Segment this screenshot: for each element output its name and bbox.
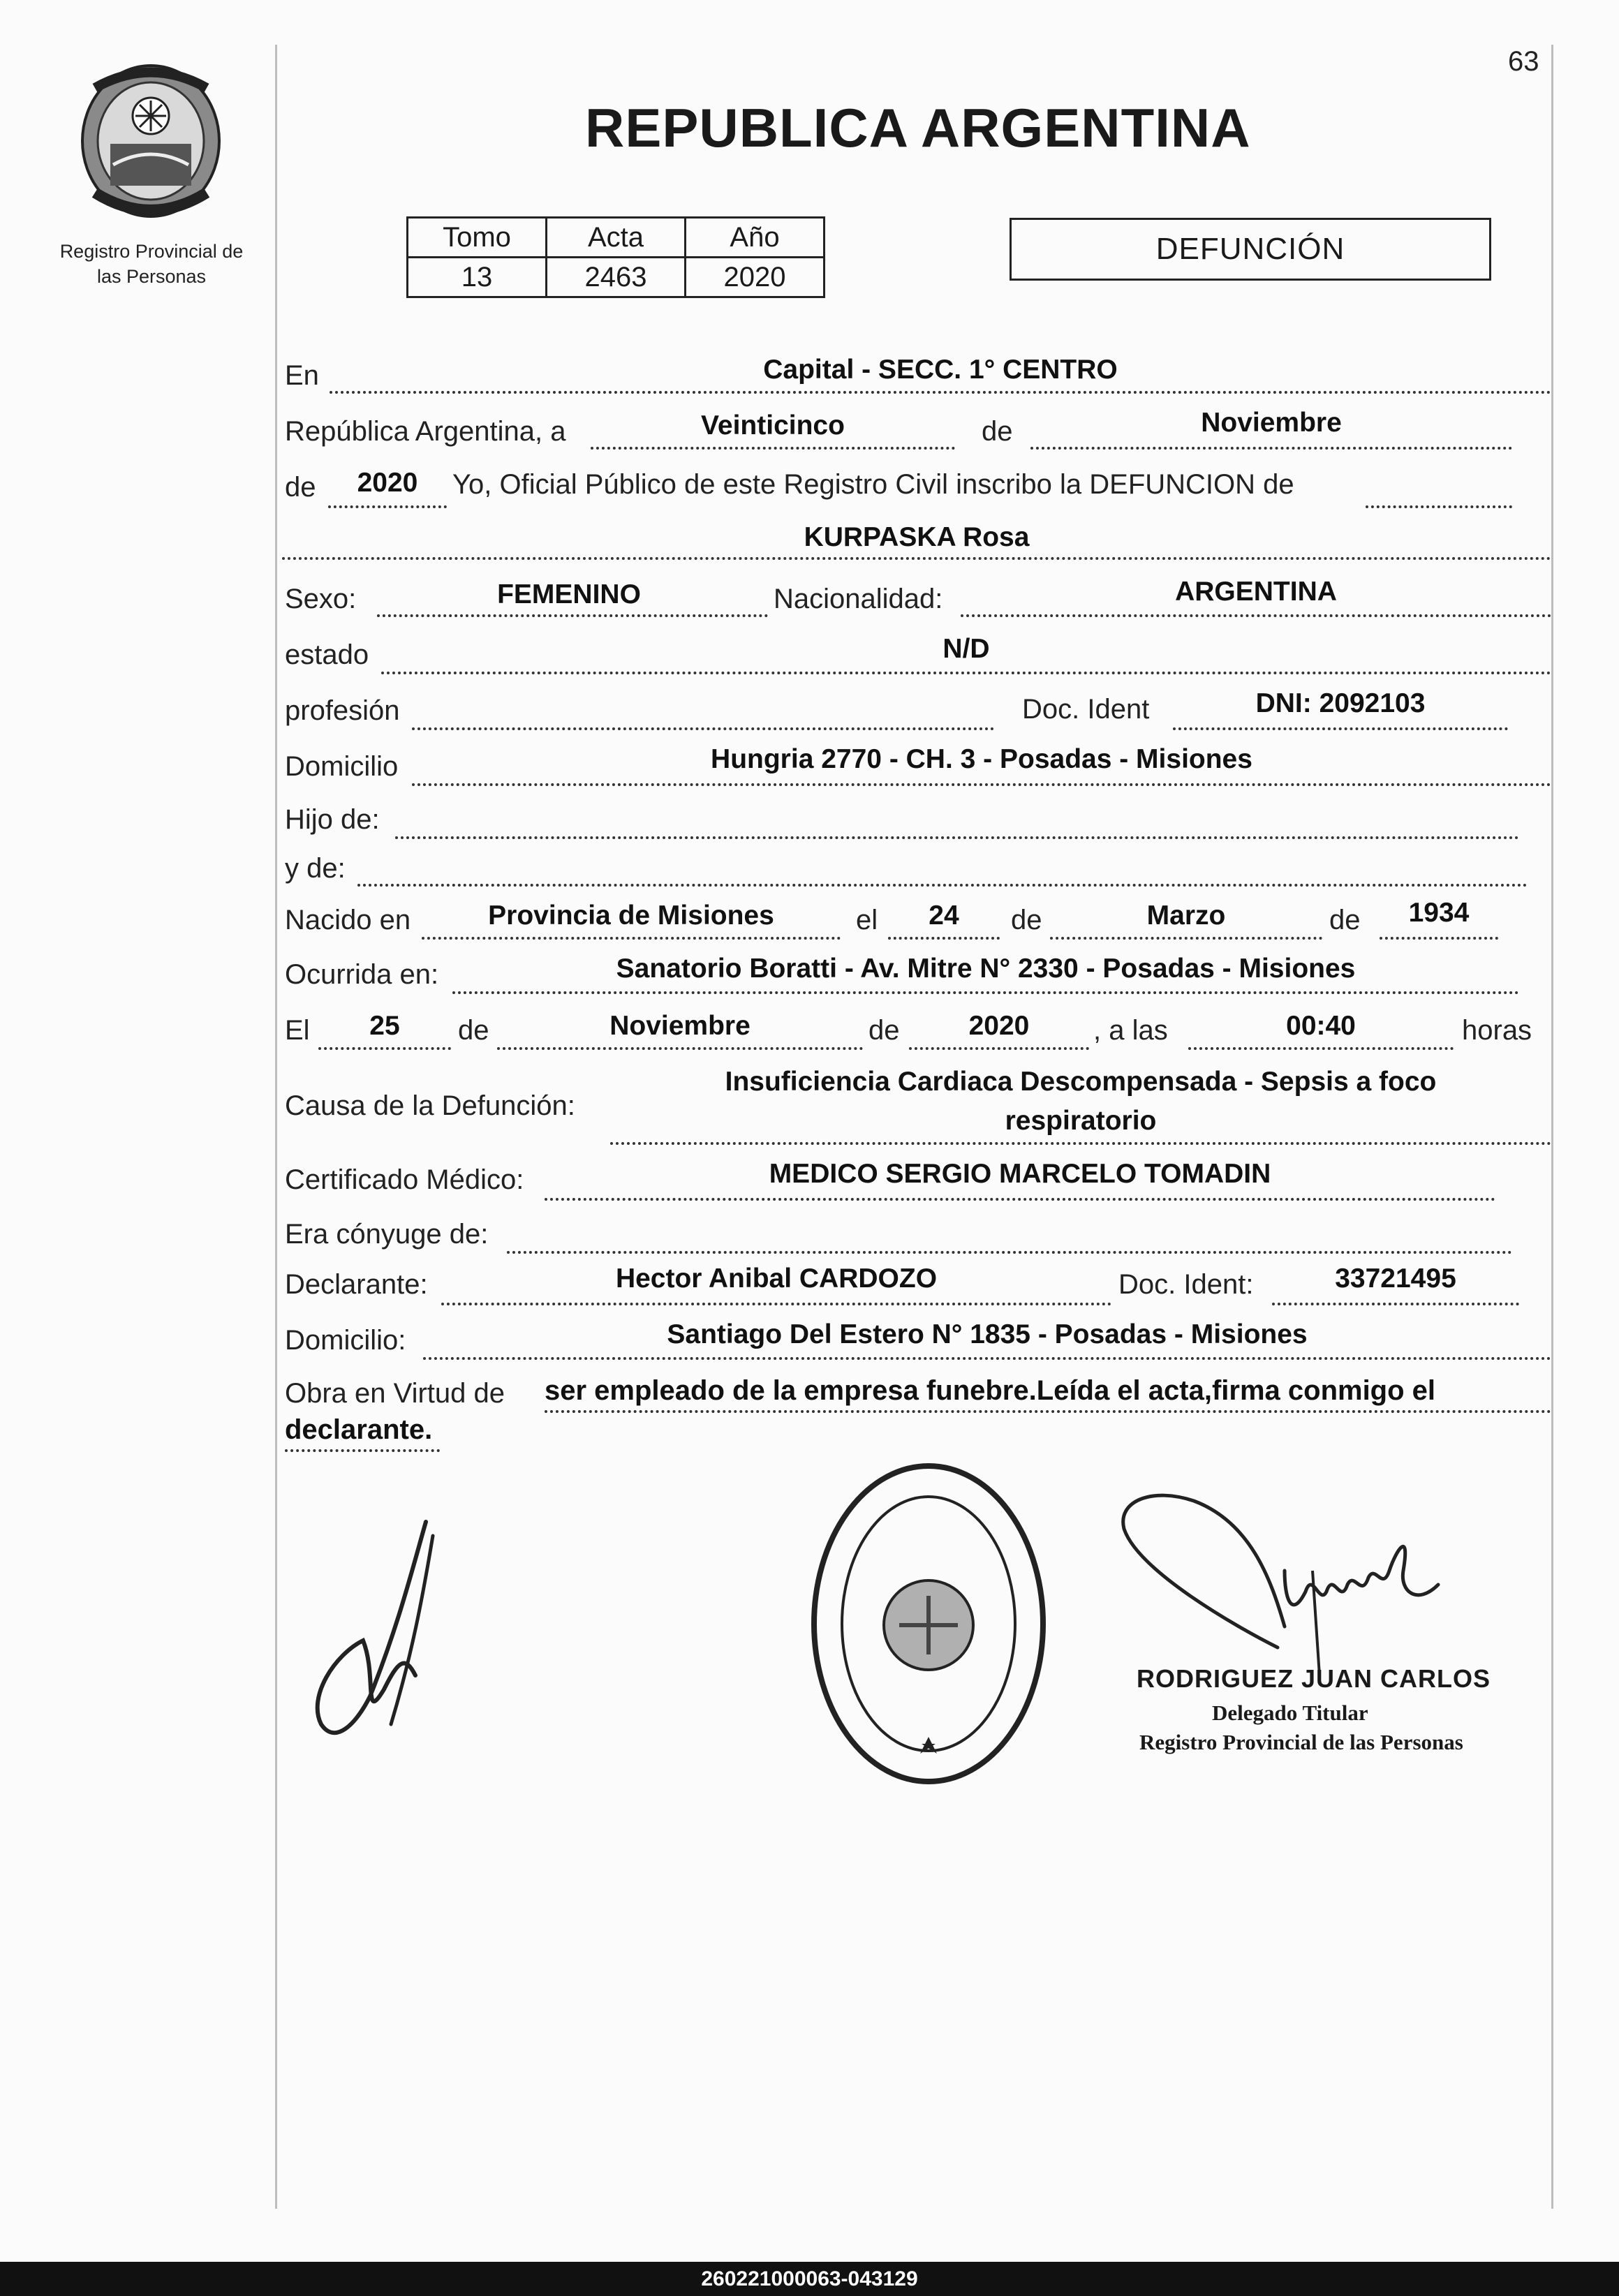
right-margin-line [1551, 45, 1553, 2209]
profesion-dotted-line [412, 727, 994, 730]
de-label-6: de [868, 1015, 900, 1046]
nacionalidad-label: Nacionalidad: [774, 584, 943, 614]
record-table [406, 216, 825, 298]
domicilio-2-value: Santiago Del Estero N° 1835 - Posadas - Misiones [667, 1319, 1308, 1349]
republica-label: República Argentina, a [285, 416, 566, 447]
tomo-value: 13 [408, 258, 547, 297]
doc-ident-2-value: 33721495 [1335, 1264, 1456, 1294]
doc-ident-value: DNI: 2092103 [1255, 688, 1426, 718]
hijo-de-label: Hijo de: [285, 804, 380, 835]
de-label-4: de [1329, 905, 1361, 935]
causa-value-line-1: Insuficiencia Cardiaca Descompensada - Sepsis a foco [725, 1067, 1437, 1097]
a-las-label: , a las [1093, 1015, 1168, 1046]
death-time-dotted-line [1188, 1047, 1454, 1050]
province-seal-logo [74, 60, 228, 221]
death-year-value: 2020 [968, 1011, 1030, 1041]
anio-header: Año [686, 218, 825, 258]
left-margin-line [275, 45, 277, 2209]
official-stamp [808, 1460, 1049, 1787]
birth-month-dotted-line [1050, 937, 1322, 940]
official-signature [1110, 1487, 1473, 1675]
estado-value: N/D [942, 634, 990, 664]
sexo-value: FEMENINO [497, 579, 641, 609]
obra-dotted-line-2 [285, 1449, 440, 1452]
deceased-name: KURPASKA Rosa [804, 522, 1030, 552]
estado-dotted-line [381, 672, 1551, 674]
birth-day-value: 24 [929, 901, 959, 931]
record-table-value-row [408, 258, 825, 297]
de-label-5: de [458, 1015, 489, 1046]
en-value: Capital - SECC. 1° CENTRO [763, 355, 1118, 385]
nacido-en-value: Provincia de Misiones [488, 901, 774, 931]
nacionalidad-value: ARGENTINA [1175, 577, 1337, 607]
hijo-de-dotted-line [395, 836, 1519, 839]
month-value: Noviembre [1201, 408, 1342, 438]
el-label: el [856, 905, 878, 935]
anio-value: 2020 [686, 258, 825, 297]
document-title: REPUBLICA ARGENTINA [585, 97, 1251, 158]
death-month-dotted-line [497, 1047, 863, 1050]
year-value: 2020 [357, 468, 418, 498]
registry-caption [36, 239, 267, 289]
sexo-label: Sexo: [285, 584, 357, 614]
document-type-box: DEFUNCIÓN [1010, 218, 1491, 281]
obra-label: Obra en Virtud de [285, 1378, 505, 1409]
horas-label: horas [1462, 1015, 1532, 1046]
declarant-signature [293, 1515, 461, 1752]
declarante-value: Hector Anibal CARDOZO [615, 1264, 938, 1294]
death-month-value: Noviembre [609, 1011, 751, 1041]
sexo-dotted-line [377, 614, 768, 617]
birth-month-value: Marzo [1146, 901, 1226, 931]
de-label-3: de [1011, 905, 1042, 935]
de-label-2: de [285, 472, 316, 503]
causa-label: Causa de la Defunción: [285, 1090, 575, 1121]
name-dotted-line [282, 557, 1551, 560]
conyuge-label: Era cónyuge de: [285, 1219, 489, 1250]
official-role: Delegado Titular [1212, 1701, 1368, 1725]
page-number: 63 [1508, 46, 1539, 77]
domicilio-label: Domicilio [285, 751, 399, 782]
birth-day-dotted-line [888, 937, 1000, 940]
conyuge-dotted-line [507, 1251, 1512, 1254]
ocurrida-en-value: Sanatorio Boratti - Av. Mitre N° 2330 - Posadas - Misiones [616, 954, 1356, 984]
statement-dotted-line [1366, 505, 1512, 508]
footer-barcode-text: 260221000063-043129 [0, 2262, 1619, 2296]
nacido-en-dotted-line [422, 937, 841, 940]
death-time-value: 00:40 [1286, 1011, 1356, 1041]
ocurrida-en-dotted-line [452, 991, 1519, 994]
month-dotted-line [1030, 447, 1512, 450]
doc-ident-2-dotted-line [1272, 1303, 1519, 1305]
doc-ident-label: Doc. Ident [1022, 694, 1150, 725]
doc-ident-label-2: Doc. Ident: [1118, 1269, 1254, 1300]
registry-line-1: Registro Provincial de [59, 241, 244, 262]
profesion-label: profesión [285, 695, 400, 726]
year-dotted-line [328, 505, 447, 508]
causa-value-line-2: respiratorio [1005, 1106, 1157, 1136]
acta-header: Acta [547, 218, 686, 258]
domicilio-2-dotted-line [423, 1357, 1551, 1360]
record-table-header-row [408, 218, 825, 258]
en-dotted-line [330, 391, 1551, 394]
certificado-label: Certificado Médico: [285, 1164, 524, 1195]
obra-dotted-line-1 [545, 1410, 1551, 1413]
ocurrida-en-label: Ocurrida en: [285, 959, 439, 990]
y-de-dotted-line [357, 884, 1528, 887]
death-day-value: 25 [369, 1011, 400, 1041]
certificado-dotted-line [545, 1198, 1495, 1201]
day-words-value: Veinticinco [701, 410, 845, 440]
obra-value-line-1: ser empleado de la empresa funebre.Leída el acta,firma conmigo el [545, 1375, 1436, 1406]
statement-text: Yo, Oficial Público de este Registro Civil inscribo la DEFUNCION de [452, 469, 1294, 500]
death-day-dotted-line [318, 1047, 451, 1050]
estado-label: estado [285, 639, 369, 670]
domicilio-value: Hungria 2770 - CH. 3 - Posadas - Misiones [711, 744, 1252, 774]
doc-ident-dotted-line [1173, 727, 1508, 730]
official-registry: Registro Provincial de las Personas [1139, 1730, 1463, 1754]
certificado-value: MEDICO SERGIO MARCELO TOMADIN [769, 1159, 1271, 1189]
declarante-label: Declarante: [285, 1269, 428, 1300]
birth-year-value: 1934 [1408, 898, 1470, 928]
nacido-en-label: Nacido en [285, 905, 411, 935]
causa-dotted-line [610, 1142, 1551, 1145]
registry-line-2: las Personas [96, 266, 207, 287]
en-label: En [285, 360, 319, 391]
domicilio-dotted-line [412, 783, 1551, 786]
domicilio-label-2: Domicilio: [285, 1325, 406, 1356]
tomo-header: Tomo [408, 218, 547, 258]
y-de-label: y de: [285, 853, 346, 884]
death-year-dotted-line [909, 1047, 1089, 1050]
de-label-1: de [982, 416, 1013, 447]
day-dotted-line [591, 447, 955, 450]
declarante-dotted-line [441, 1303, 1111, 1305]
obra-value-line-2: declarante. [285, 1414, 433, 1445]
el-label-2: El [285, 1015, 310, 1046]
birth-year-dotted-line [1380, 937, 1498, 940]
nacionalidad-dotted-line [961, 614, 1551, 617]
acta-value: 2463 [547, 258, 686, 297]
official-name: RODRIGUEZ JUAN CARLOS [1137, 1664, 1491, 1693]
